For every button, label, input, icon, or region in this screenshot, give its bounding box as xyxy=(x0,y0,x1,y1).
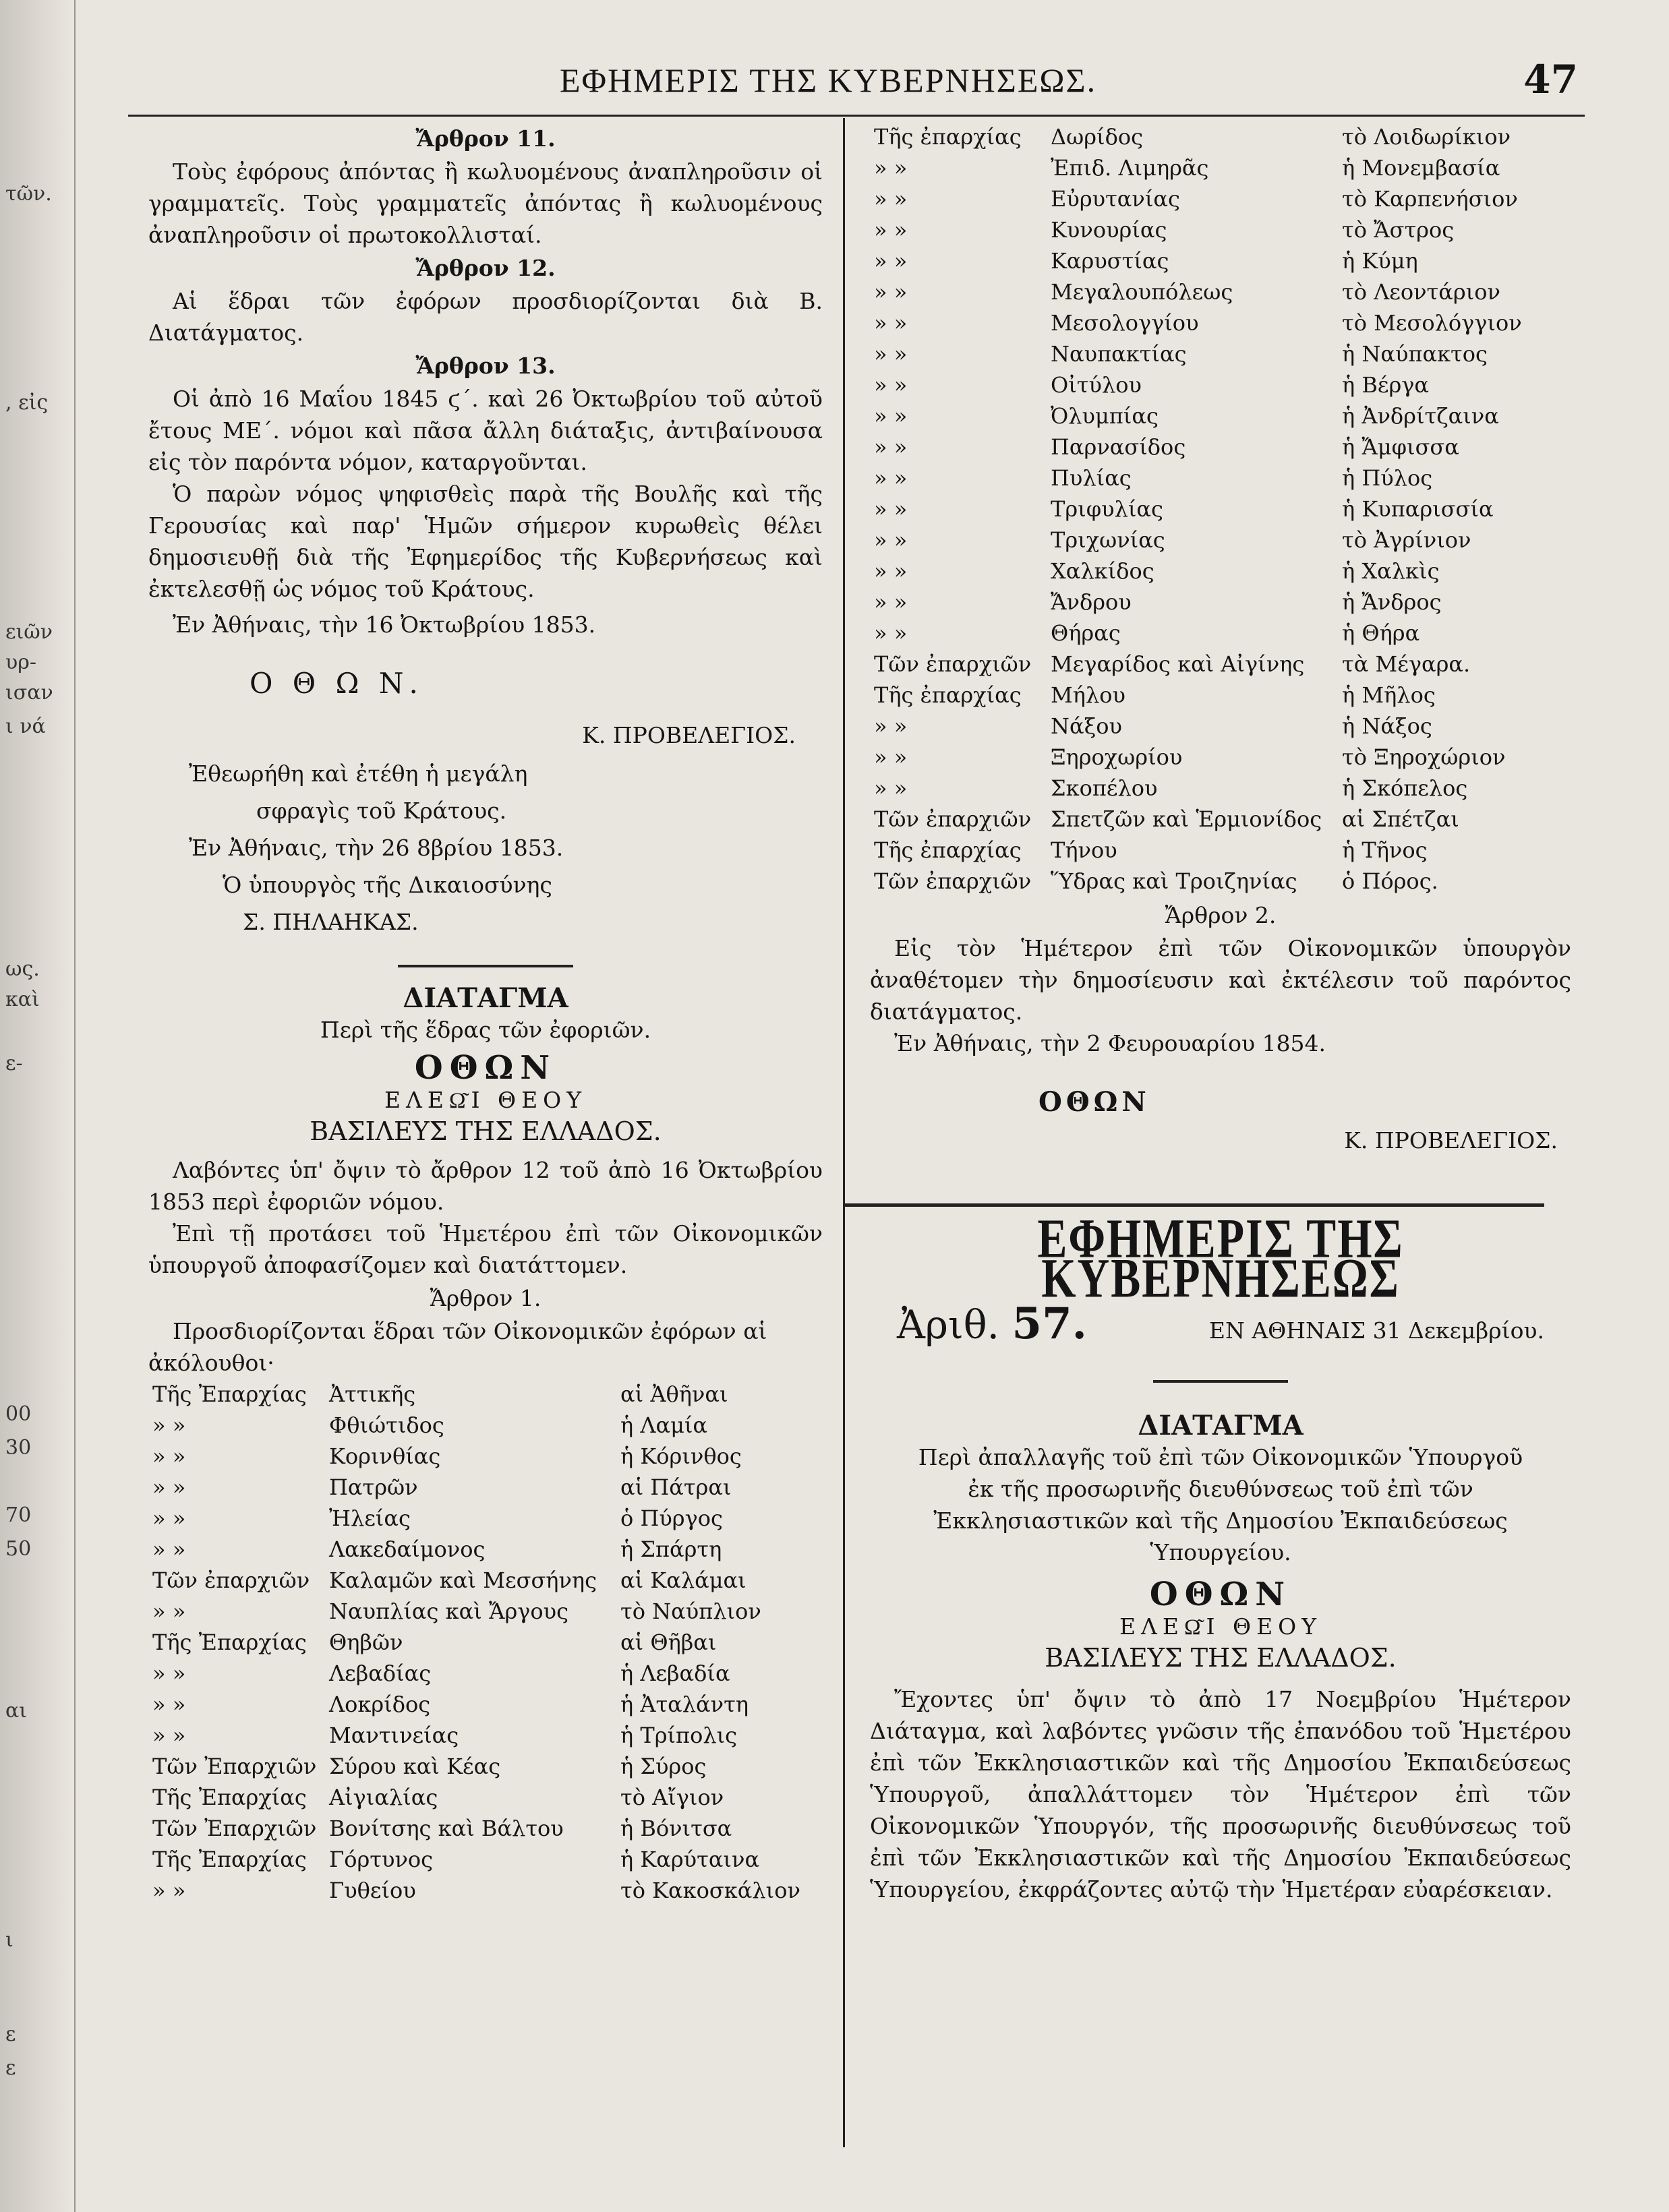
province-qualifier: Τῆς Ἐπαρχίας xyxy=(152,1381,307,1407)
article-heading: Ἄρθρον 11. xyxy=(415,125,556,152)
province-qualifier: » » xyxy=(874,713,908,739)
decree-body: Ἔχοντες ὑπ' ὄψιν τὸ ἀπὸ 17 Νοεμβρίου Ἡμέτερον Διάταγμα, καὶ λαβόντες γνῶσιν τῆς ἐπανόδου τοῦ Ἡμετέρου ἐπὶ τῶν Ἐκκλησιαστικῶν καὶ τῆς Δημοσίου Ἐκπαιδεύσεως Ὑπουργοῦ, ἀπαλλάττομεν τὸν Ἡμέτερον ἐπὶ τῶν Οἰκονομικῶν Ὑπουργόν, τῆς προσωρινῆς διευθύνσεως τοῦ ἐπὶ τῶν Ἐκκλησιαστικῶν καὶ τῆς Δημοσίου Ἐκπαιδεύσεως Ὑπουργείου, ἐκφράζοντες αὐτῷ τὴν Ἡμετέραν εὐαρέσκειαν. xyxy=(870,1686,1571,1903)
province-name: Ὕδρας καὶ Τροιζηνίας xyxy=(1051,868,1297,894)
seat-name: ἡ Καρύταινα xyxy=(620,1847,760,1872)
left-column xyxy=(148,121,823,1906)
province-name: Γυθείου xyxy=(329,1878,416,1903)
seat-name: ἡ Θήρα xyxy=(1342,620,1420,646)
section-rule xyxy=(398,965,573,967)
page-number: 47 xyxy=(1523,57,1578,102)
province-qualifier: » » xyxy=(874,186,908,212)
minister-title: Ὁ ὑπουργὸς τῆς Δικαιοσύνης xyxy=(223,872,552,898)
seat-name: τὸ Ἄστρος xyxy=(1342,217,1455,243)
province-row xyxy=(870,866,1571,897)
province-name: Μεγαρίδος καὶ Αἰγίνης xyxy=(1051,651,1305,677)
province-name: Κυνουρίας xyxy=(1051,217,1167,243)
province-row xyxy=(148,1379,823,1410)
province-qualifier: » » xyxy=(152,1878,186,1903)
province-name: Θηβῶν xyxy=(329,1630,403,1655)
seat-name: ἡ Πύλος xyxy=(1342,465,1433,491)
province-name: Δωρίδος xyxy=(1051,124,1144,150)
seal-note: σφραγὶς τοῦ Κράτους. xyxy=(256,798,507,824)
province-name: Πυλίας xyxy=(1051,465,1132,491)
province-qualifier: » » xyxy=(874,403,908,429)
gutter-fragment: αι xyxy=(5,1699,28,1723)
seat-name: τὸ Κακοσκάλιον xyxy=(620,1878,800,1903)
province-qualifier: » » xyxy=(152,1692,186,1717)
province-qualifier: » » xyxy=(874,744,908,770)
province-name: Γόρτυνος xyxy=(329,1847,434,1872)
province-row xyxy=(148,1441,823,1472)
province-row xyxy=(870,773,1571,804)
decree-title: ΔΙΑΤΑΓΜΑ xyxy=(403,982,568,1014)
province-qualifier: » » xyxy=(874,775,908,801)
province-qualifier: » » xyxy=(874,372,908,398)
province-qualifier: » » xyxy=(874,620,908,646)
seat-name: ἡ Σπάρτη xyxy=(620,1536,722,1562)
province-qualifier: Τῆς Ἐπαρχίας xyxy=(152,1847,307,1872)
gutter-fragment: τῶν. xyxy=(5,182,52,206)
seat-name: ἡ Μονεμβασία xyxy=(1342,155,1500,181)
province-name: Ἀττικῆς xyxy=(329,1381,416,1407)
province-row xyxy=(148,1410,823,1441)
gutter-fragment: 00 xyxy=(5,1402,32,1426)
article-heading: Ἄρθρον 2. xyxy=(1165,902,1277,928)
province-qualifier: » » xyxy=(874,248,908,274)
province-qualifier: » » xyxy=(874,589,908,615)
province-name: Τριχωνίας xyxy=(1051,527,1165,553)
preamble: Ἐπὶ τῇ προτάσει τοῦ Ἡμετέρου ἐπὶ τῶν Οἰκονομικῶν ὑπουργοῦ ἀποφασίζομεν καὶ διατάττομεν. xyxy=(148,1220,823,1278)
province-qualifier: Τῶν ἐπαρχιῶν xyxy=(874,868,1032,894)
province-qualifier: Τῶν ἐπαρχιῶν xyxy=(874,806,1032,832)
seat-name: ἡ Νάξος xyxy=(1342,713,1432,739)
province-qualifier: Τῆς ἐπαρχίας xyxy=(874,124,1022,150)
seat-name: ἡ Σύρος xyxy=(620,1754,707,1779)
gutter-fragment: , εἰς xyxy=(5,391,49,415)
province-name: Νάξου xyxy=(1051,713,1122,739)
province-qualifier: » » xyxy=(874,465,908,491)
province-qualifier: » » xyxy=(874,341,908,367)
province-qualifier: » » xyxy=(152,1443,186,1469)
decree-subject: Περὶ ἀπαλλαγῆς τοῦ ἐπὶ τῶν Οἰκονομικῶν Ὑπουργοῦ ἐκ τῆς προσωρινῆς διευθύνσεως τοῦ ἐπὶ τῶν Ἐκκλησιαστικῶν καὶ τῆς Δημοσίου Ἐκπαιδεύσεως Ὑπουργείου. xyxy=(918,1444,1523,1565)
facing-page-margin xyxy=(0,0,76,2212)
province-name: Σκοπέλου xyxy=(1051,775,1158,801)
article-text: Αἱ ἕδραι τῶν ἐφόρων προσδιορίζονται διὰ Β. Διατάγματος. xyxy=(148,288,823,346)
decree-subject: Περὶ τῆς ἕδρας τῶν ἐφοριῶν. xyxy=(320,1017,651,1043)
province-qualifier: » » xyxy=(152,1474,186,1500)
province-row xyxy=(148,1720,823,1751)
province-row xyxy=(148,1658,823,1689)
province-row xyxy=(870,245,1571,276)
province-qualifier: » » xyxy=(152,1598,186,1624)
province-row xyxy=(870,276,1571,307)
seat-name: ἡ Τρίπολις xyxy=(620,1723,738,1748)
province-name: Σύρου καὶ Κέας xyxy=(329,1754,501,1779)
date-line: Ἐν Ἀθήναις, τὴν 16 Ὀκτωβρίου 1853. xyxy=(173,611,596,638)
province-name: Ξηροχωρίου xyxy=(1051,744,1183,770)
province-name: Πατρῶν xyxy=(329,1474,418,1500)
province-name: Ἄνδρου xyxy=(1051,589,1132,615)
seat-name: ὁ Πύργος xyxy=(620,1505,723,1531)
province-row xyxy=(870,711,1571,742)
king-name: ΟΘΩΝ xyxy=(414,1049,557,1087)
gutter-fragment: 30 xyxy=(5,1436,32,1460)
province-qualifier: » » xyxy=(874,279,908,305)
gutter-fragment: ι νά xyxy=(5,715,46,738)
seat-name: ἡ Βέργα xyxy=(1342,372,1429,398)
seat-name: ἡ Βόνιτσα xyxy=(620,1816,732,1841)
date-line: Ἐν Ἀθήναις, τὴν 26 8βρίου 1853. xyxy=(189,835,564,861)
province-row xyxy=(148,1534,823,1565)
seat-name: ἡ Ἀνδρίτζαινα xyxy=(1342,403,1499,429)
province-qualifier: » » xyxy=(874,217,908,243)
province-row xyxy=(870,742,1571,773)
seat-name: τὸ Καρπενήσιον xyxy=(1342,186,1518,212)
by-grace-of-god: ΕΛΕΩ͂Ι ΘΕΟΥ xyxy=(1119,1613,1322,1640)
province-name: Ἠλείας xyxy=(329,1505,411,1531)
seat-name: τὸ Λοιδωρίκιον xyxy=(1342,124,1511,150)
province-name: Αἰγιαλίας xyxy=(329,1785,438,1810)
province-row xyxy=(870,183,1571,214)
gutter-fragment: καὶ xyxy=(5,988,40,1011)
province-name: Καρυστίας xyxy=(1051,248,1169,274)
province-row xyxy=(870,587,1571,618)
seat-name: ἡ Ἄνδρος xyxy=(1342,589,1442,615)
gutter-fragment: ειῶν xyxy=(5,620,53,644)
province-row xyxy=(870,369,1571,400)
province-name: Θήρας xyxy=(1051,620,1121,646)
province-row xyxy=(148,1813,823,1844)
province-row xyxy=(148,1689,823,1720)
seat-name: τὸ Ἀγρίνιον xyxy=(1342,527,1471,553)
seat-name: ἡ Σκόπελος xyxy=(1342,775,1468,801)
province-row xyxy=(870,338,1571,369)
seat-name: τὸ Λεοντάριον xyxy=(1342,279,1500,305)
province-name: Μήλου xyxy=(1051,682,1125,708)
king-name: ΟΘΩΝ xyxy=(1149,1576,1292,1613)
province-row xyxy=(148,1782,823,1813)
province-name: Σπετζῶν καὶ Ἑρμιονίδος xyxy=(1051,806,1322,832)
article-text: Εἰς τὸν Ἡμέτερον ἐπὶ τῶν Οἰκονομικῶν ὑπουργὸν ἀναθέτομεν τὴν δημοσίευσιν καὶ ἐκτέλεσιν τοῦ παρόντος διατάγματος. xyxy=(870,935,1571,1025)
province-name: Λεβαδίας xyxy=(329,1661,432,1686)
seat-name: ἡ Μῆλος xyxy=(1342,682,1436,708)
by-grace-of-god: ΕΛΕΩ͂Ι ΘΕΟΥ xyxy=(384,1087,587,1113)
province-row xyxy=(870,556,1571,587)
province-qualifier: Τῶν ἐπαρχιῶν xyxy=(152,1567,310,1593)
province-row xyxy=(870,121,1571,152)
gutter-fragment: ισαν xyxy=(5,681,53,705)
province-name: Καλαμῶν καὶ Μεσσήνης xyxy=(329,1567,597,1593)
gutter-fragment: υρ- xyxy=(5,651,37,674)
article-heading: Ἄρθρον 1. xyxy=(430,1285,541,1311)
province-qualifier: Τῶν Ἐπαρχιῶν xyxy=(152,1754,317,1779)
gutter-fragment: ε- xyxy=(5,1052,23,1075)
column-divider xyxy=(843,118,845,2147)
province-qualifier: Τῆς Ἐπαρχίας xyxy=(152,1630,307,1655)
gutter-fragment: ι xyxy=(5,1928,13,1952)
seat-name: τὸ Ναύπλιον xyxy=(620,1598,761,1624)
seat-name: ἡ Λαμία xyxy=(620,1412,708,1438)
seat-name: ἡ Ναύπακτος xyxy=(1342,341,1488,367)
province-qualifier: Τῆς ἐπαρχίας xyxy=(874,682,1022,708)
article-heading: Ἄρθρον 12. xyxy=(415,255,556,281)
seat-name: αἱ Θῆβαι xyxy=(620,1630,717,1655)
issue-number: 57. xyxy=(1012,1298,1087,1349)
seat-name: τὰ Μέγαρα. xyxy=(1342,651,1471,677)
province-qualifier: » » xyxy=(874,558,908,584)
province-row xyxy=(870,649,1571,680)
province-qualifier: » » xyxy=(152,1505,186,1531)
province-qualifier: » » xyxy=(874,310,908,336)
province-name: Ἐπιδ. Λιμηρᾶς xyxy=(1051,155,1209,181)
province-row xyxy=(148,1751,823,1782)
province-name: Μαντινείας xyxy=(329,1723,459,1748)
province-row xyxy=(148,1596,823,1627)
gutter-fragment: ε xyxy=(5,2056,16,2080)
article-text: Τοὺς ἐφόρους ἀπόντας ἢ κωλυομένους ἀναπληροῦσιν οἱ γραμματεῖς. Τοὺς γραμματεῖς ἀπόντας ἢ κωλυομένους ἀναπληροῦσιν οἱ πρωτοκολλισταί. xyxy=(148,158,823,248)
province-name: Τριφυλίας xyxy=(1051,496,1163,522)
province-row xyxy=(148,1565,823,1596)
province-qualifier: Τῆς ἐπαρχίας xyxy=(874,837,1022,863)
seat-name: ἡ Λεβαδία xyxy=(620,1661,730,1686)
gutter-fragment: ως. xyxy=(5,957,40,981)
minister-signature: Κ. ΠΡΟΒΕΛΕΓΙΟΣ. xyxy=(1344,1127,1558,1154)
province-seat-table xyxy=(870,121,1571,897)
seat-name: τὸ Αἴγιον xyxy=(620,1785,724,1810)
seat-name: αἱ Καλάμαι xyxy=(620,1567,746,1593)
province-row xyxy=(870,462,1571,494)
province-name: Ναυπακτίας xyxy=(1051,341,1187,367)
province-name: Τήνου xyxy=(1051,837,1117,863)
province-name: Λακεδαίμονος xyxy=(329,1536,486,1562)
province-row xyxy=(148,1844,823,1875)
gutter-fragment: 50 xyxy=(5,1537,32,1561)
seat-name: ἡ Ἀταλάντη xyxy=(620,1692,749,1717)
province-row xyxy=(870,400,1571,431)
province-row xyxy=(870,214,1571,245)
province-row xyxy=(870,618,1571,649)
province-qualifier: » » xyxy=(152,1661,186,1686)
province-qualifier: Τῆς Ἐπαρχίας xyxy=(152,1785,307,1810)
province-qualifier: » » xyxy=(874,527,908,553)
province-row xyxy=(870,431,1571,462)
article-heading: Ἄρθρον 13. xyxy=(415,353,556,379)
province-row xyxy=(870,680,1571,711)
province-row xyxy=(148,1875,823,1906)
right-column xyxy=(870,121,1571,1905)
province-seat-table xyxy=(148,1379,823,1906)
seat-name: ἡ Ἄμφισσα xyxy=(1342,434,1459,460)
province-name: Βονίτσης καὶ Βάλτου xyxy=(329,1816,564,1841)
gazette-page xyxy=(128,40,1585,2171)
province-row xyxy=(148,1472,823,1503)
province-name: Κορινθίας xyxy=(329,1443,441,1469)
king-of-greece: ΒΑΣΙΛΕΥΣ ΤΗΣ ΕΛΛΑΔΟΣ. xyxy=(310,1116,662,1146)
minister-name: Σ. ΠΗΛΑΗΚΑΣ. xyxy=(243,909,419,935)
gutter-fragment: 70 xyxy=(5,1503,32,1527)
seat-name: ἡ Κύμη xyxy=(1342,248,1418,274)
seat-name: ἡ Κόρινθος xyxy=(620,1443,742,1469)
seat-name: ἡ Χαλκὶς xyxy=(1342,558,1440,584)
province-row xyxy=(870,494,1571,525)
province-qualifier: » » xyxy=(152,1536,186,1562)
province-name: Μεσολογγίου xyxy=(1051,310,1199,336)
province-row xyxy=(870,525,1571,556)
issue-number-block xyxy=(897,1298,1087,1349)
running-title: ΕΦΗΜΕΡΙΣ ΤΗΣ ΚΥΒΕΡΝΗΣΕΩΣ. xyxy=(560,61,1097,99)
province-qualifier: » » xyxy=(874,155,908,181)
closing-paragraph: Ὁ παρὼν νόμος ψηφισθεὶς παρὰ τῆς Βουλῆς καὶ τῆς Γερουσίας καὶ παρ' Ἡμῶν σήμερον κυρωθεὶς θέλει δημοσιευθῇ διὰ τῆς Ἐφημερίδος τῆς Κυβερνήσεως καὶ ἐκτελεσθῇ ὡς νόμος τοῦ Κράτους. xyxy=(148,481,823,602)
province-qualifier: » » xyxy=(152,1723,186,1748)
province-row xyxy=(870,835,1571,866)
province-qualifier: Τῶν Ἐπαρχιῶν xyxy=(152,1816,317,1841)
seat-name: ἡ Κυπαρισσία xyxy=(1342,496,1494,522)
issue-date: ΕΝ ΑΘΗΝΑΙΣ 31 Δεκεμβρίου. xyxy=(1208,1317,1544,1344)
seat-name: αἱ Σπέτζαι xyxy=(1342,806,1459,832)
seat-name: ὁ Πόρος. xyxy=(1342,868,1438,894)
province-name: Φθιώτιδος xyxy=(329,1412,444,1438)
province-name: Χαλκίδος xyxy=(1051,558,1154,584)
province-name: Μεγαλουπόλεως xyxy=(1051,279,1233,305)
province-qualifier: Τῶν ἐπαρχιῶν xyxy=(874,651,1032,677)
province-qualifier: » » xyxy=(152,1412,186,1438)
king-of-greece: ΒΑΣΙΛΕΥΣ ΤΗΣ ΕΛΛΑΔΟΣ. xyxy=(1045,1643,1397,1673)
province-name: Λοκρίδος xyxy=(329,1692,431,1717)
province-name: Εὐρυτανίας xyxy=(1051,186,1180,212)
minister-signature: Κ. ΠΡΟΒΕΛΕΓΙΟΣ. xyxy=(582,722,796,748)
seat-name: ἡ Τῆνος xyxy=(1342,837,1428,863)
king-signature: Ο Θ Ω Ν. xyxy=(250,667,423,700)
masthead: ΕΦΗΜΕΡΙΣ ΤΗΣ ΚΥΒΕΡΝΗΣΕΩΣ xyxy=(1037,1208,1404,1309)
running-header xyxy=(128,54,1585,117)
province-qualifier: » » xyxy=(874,496,908,522)
province-row xyxy=(870,307,1571,338)
province-row xyxy=(870,152,1571,183)
seat-name: αἱ Πάτραι xyxy=(620,1474,732,1500)
province-name: Παρνασίδος xyxy=(1051,434,1186,460)
seat-name: αἱ Ἀθῆναι xyxy=(620,1381,728,1407)
decree-title: ΔΙΑΤΑΓΜΑ xyxy=(1138,1410,1304,1441)
province-name: Ὀλυμπίας xyxy=(1051,403,1159,429)
province-name: Οἰτύλου xyxy=(1051,372,1142,398)
seat-name: τὸ Μεσολόγγιον xyxy=(1342,310,1522,336)
section-rule xyxy=(843,1203,1544,1207)
gutter-fragment: ε xyxy=(5,2023,16,2046)
date-line: Ἐν Ἀθήναις, τὴν 2 Φευρουαρίου 1854. xyxy=(894,1030,1326,1056)
province-row xyxy=(148,1627,823,1658)
seal-note: Ἐθεωρήθη καὶ ἐτέθη ἡ μεγάλη xyxy=(189,760,528,787)
issue-label: Ἀριθ. xyxy=(897,1302,1000,1348)
issue-line xyxy=(870,1298,1571,1349)
section-rule xyxy=(1153,1380,1288,1383)
preamble: Λαβόντες ὑπ' ὄψιν τὸ ἄρθρον 12 τοῦ ἀπὸ 16 Ὀκτωβρίου 1853 περὶ ἐφοριῶν νόμου. xyxy=(148,1157,823,1215)
article-text: Προσδιορίζονται ἕδραι τῶν Οἰκονομικῶν ἐφόρων αἱ ἀκόλουθοι· xyxy=(148,1318,767,1376)
seat-name: τὸ Ξηροχώριον xyxy=(1342,744,1506,770)
article-text: Οἱ ἀπὸ 16 Μαΐου 1845 ϛ΄. καὶ 26 Ὀκτωβρίου τοῦ αὐτοῦ ἔτους ΜΕ΄. νόμοι καὶ πᾶσα ἄλλη διάταξις, ἀντιβαίνουσα εἰς τὸν παρόντα νόμον, καταργοῦνται. xyxy=(148,386,823,475)
province-qualifier: » » xyxy=(874,434,908,460)
province-name: Ναυπλίας καὶ Ἄργους xyxy=(329,1598,569,1624)
province-row xyxy=(148,1503,823,1534)
province-row xyxy=(870,804,1571,835)
king-signature: ΟΘΩΝ xyxy=(1038,1086,1150,1118)
